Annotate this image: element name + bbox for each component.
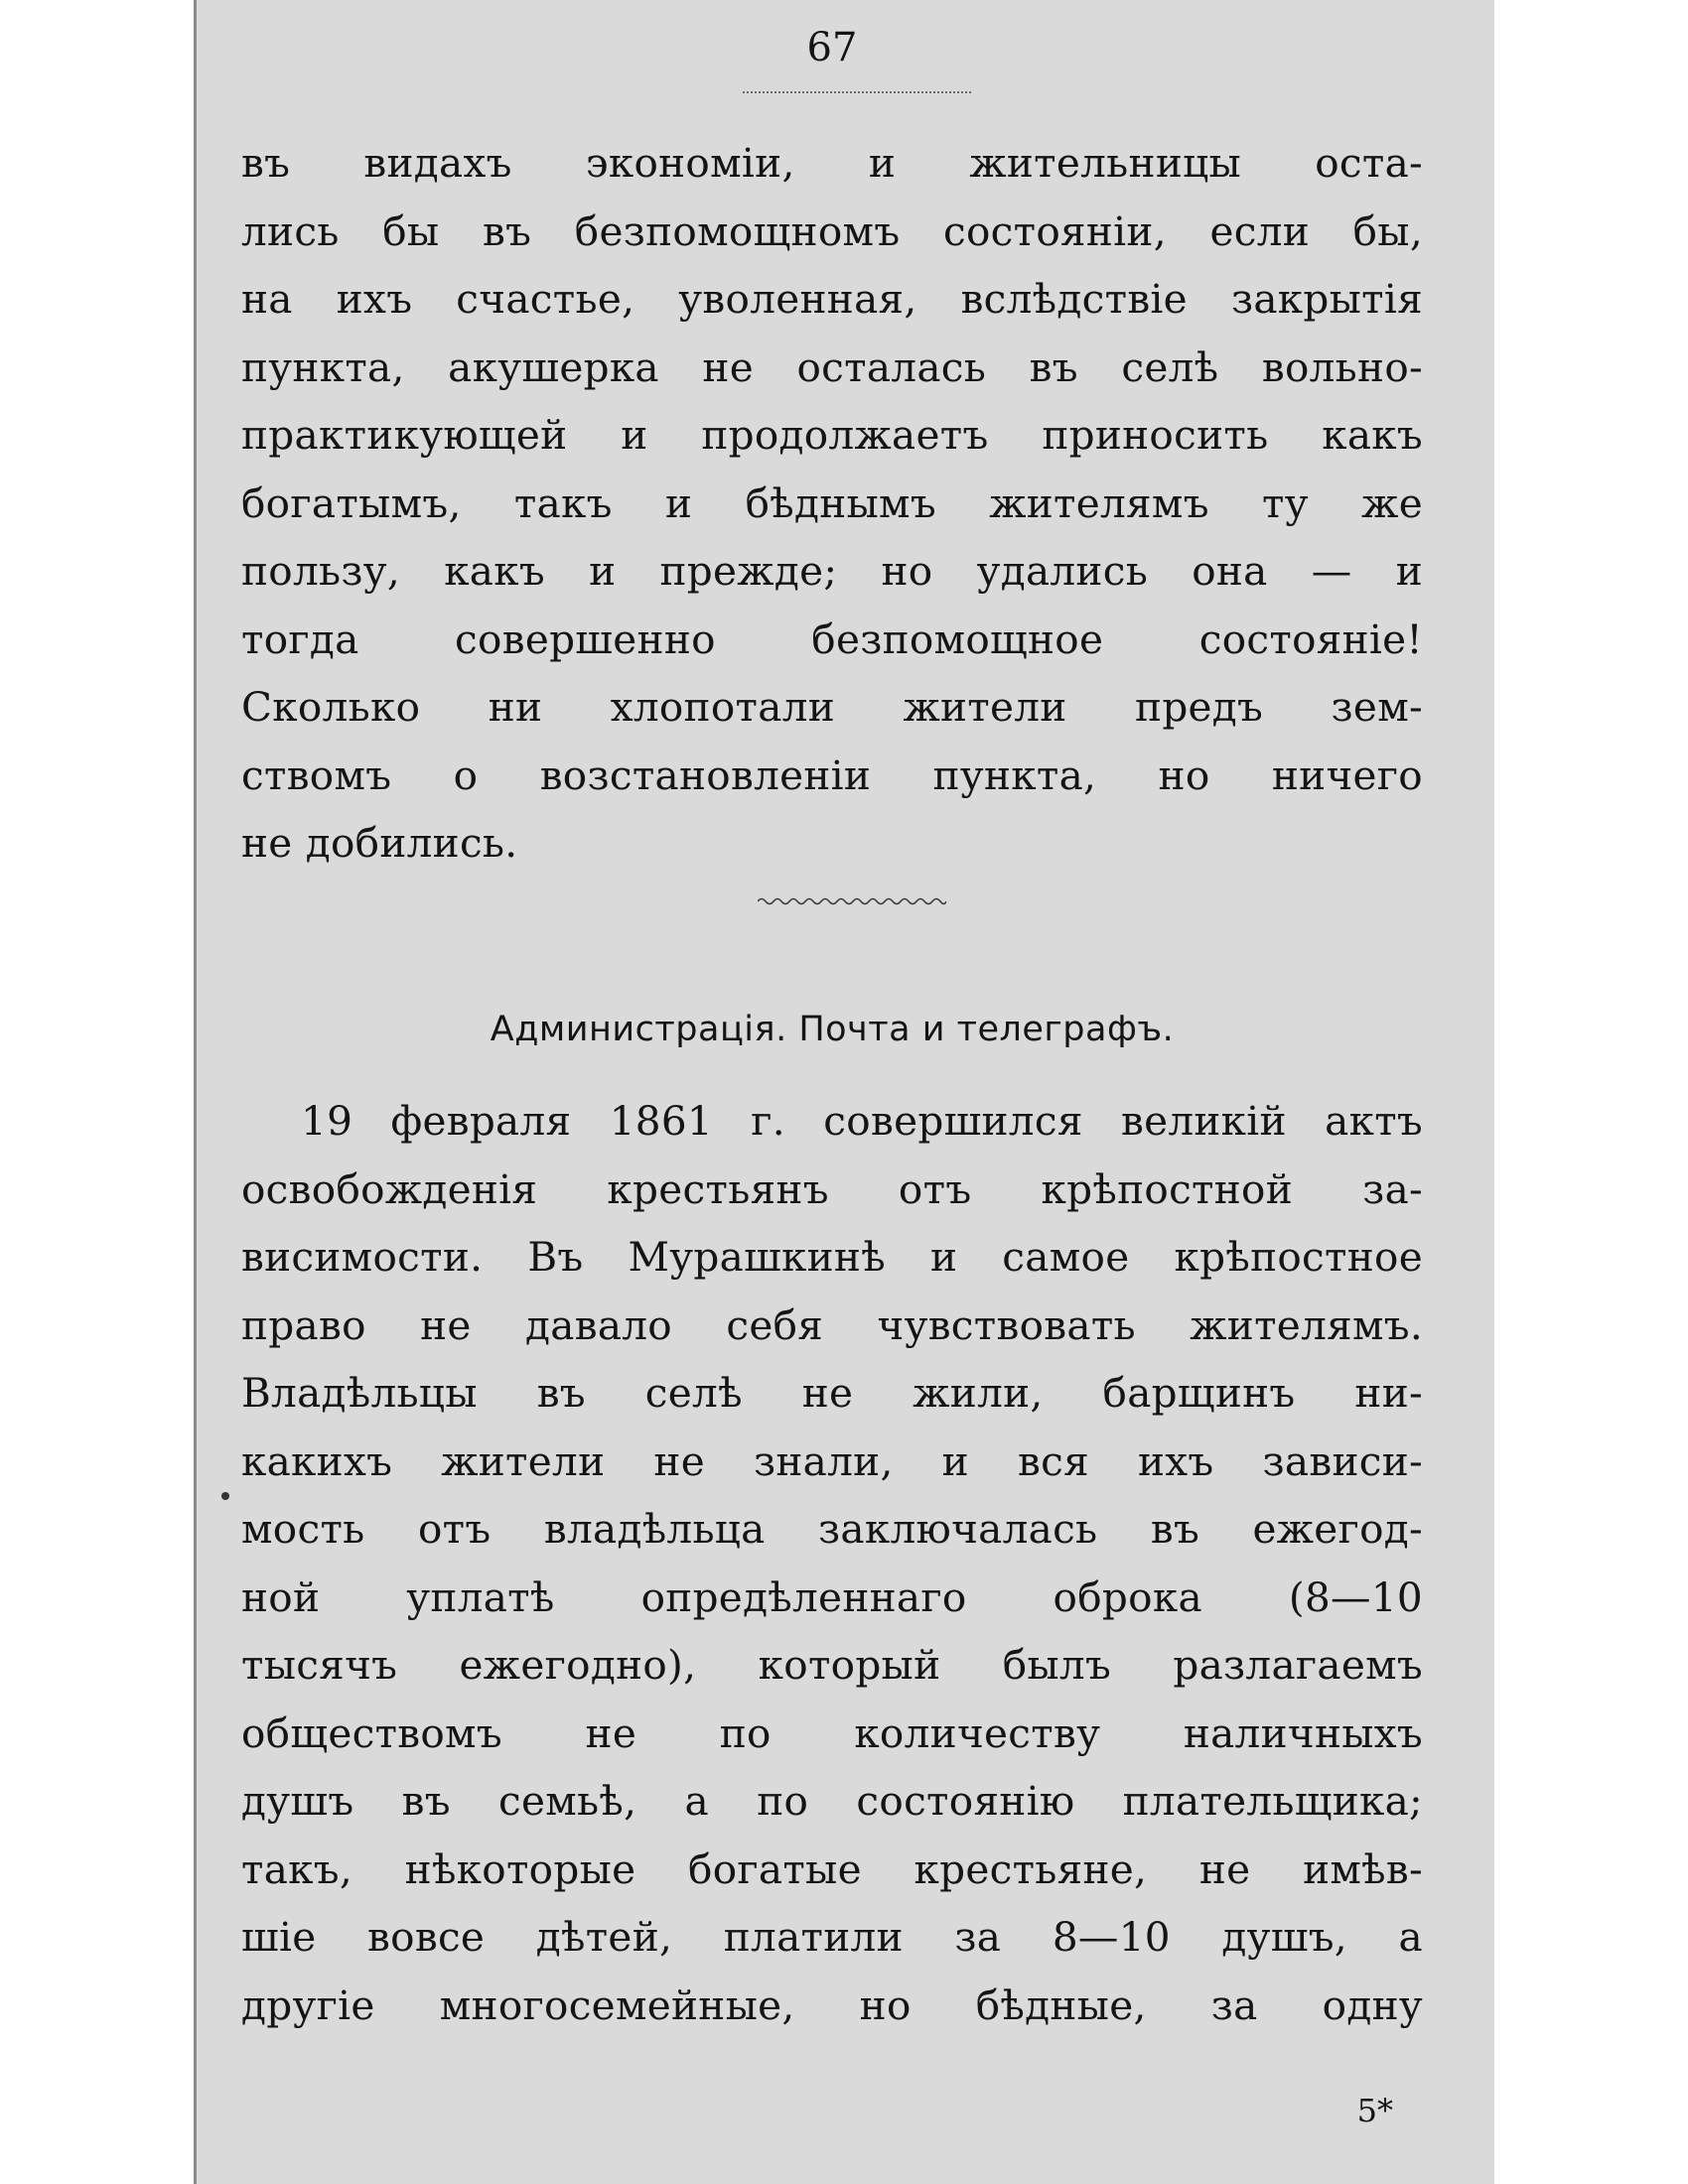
text-line: обществомъ не по количеству наличныхъ [241, 1708, 1423, 1757]
text-line: 19 февраля 1861 г. совершился великій актъ [301, 1097, 1423, 1145]
text-line: ной уплатѣ опредѣленнаго оброка (8—10 [241, 1572, 1423, 1621]
paragraph-1 [241, 129, 1423, 878]
text-line: мость отъ владѣльца заключалась въ ежегод- [241, 1505, 1423, 1553]
text-line: другіе многосемейные, но бѣдные, за одну [241, 1980, 1423, 2029]
text-line: Владѣльцы въ селѣ не жили, барщинъ ни- [241, 1369, 1423, 1417]
text-line: Сколько ни хлопотали жители предъ зем- [241, 683, 1423, 731]
print-speck [221, 1492, 229, 1500]
text-line: какихъ жители не знали, и вся ихъ зависи- [241, 1436, 1423, 1485]
text-line: не добились. [241, 819, 518, 867]
text-line: шіе вовсе дѣтей, платили за 8—10 душъ, а [241, 1913, 1423, 1961]
text-line: богатымъ, такъ и бѣднымъ жителямъ ту же [241, 478, 1423, 527]
text-line: висимости. Въ Мурашкинѣ и самое крѣпостное [241, 1233, 1423, 1281]
signature-mark: 5* [1356, 2092, 1393, 2129]
text-line: тысячъ ежегодно), который былъ разлагаемъ [241, 1641, 1423, 1689]
paragraph-2 [241, 1087, 1423, 2039]
text-line: тогда совершенно безпомощное состояніе! [241, 614, 1423, 663]
text-line: лись бы въ безпомощномъ состояніи, если бы, [241, 206, 1423, 255]
page-number: 67 [806, 25, 858, 70]
text-line: ствомъ о возстановленіи пункта, но ничего [241, 751, 1423, 799]
text-line: право не давало себя чувствовать жителямъ. [241, 1300, 1423, 1349]
text-line: пункта, акушерка не осталась въ селѣ вольно- [241, 342, 1423, 391]
book-page [194, 0, 1494, 2184]
text-line: такъ, нѣкоторые богатые крестьяне, не имѣв- [241, 1844, 1423, 1893]
text-line: на ихъ счастье, уволенная, вслѣдствіе закрытія [241, 275, 1423, 323]
section-heading: Администрація. Почта и телеграфъ. [490, 1010, 1175, 1049]
text-line: пользу, какъ и прежде; но удались она — и [241, 547, 1423, 595]
page-number-rule [743, 91, 971, 93]
text-line: душъ въ семьѣ, а по состоянію плательщика; [241, 1777, 1423, 1825]
text-line: освобожденія крестьянъ отъ крѣпостной за- [241, 1164, 1423, 1213]
page-content [241, 0, 1423, 2184]
text-line: въ видахъ экономіи, и жительницы оста- [241, 139, 1423, 187]
text-line: практикующей и продолжаетъ приносить какъ [241, 411, 1423, 459]
section-divider [758, 895, 946, 907]
